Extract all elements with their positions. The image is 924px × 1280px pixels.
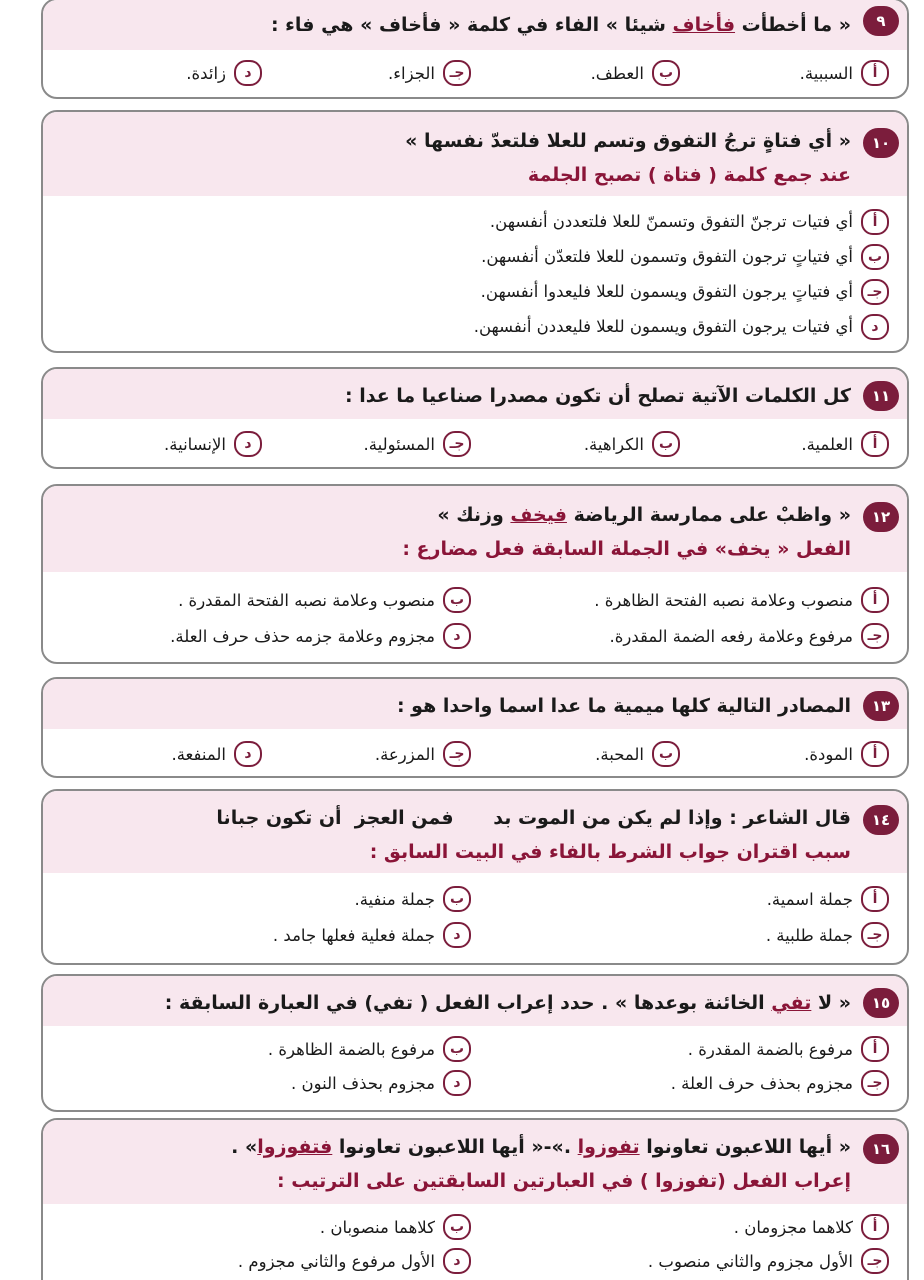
question-instruction: إعراب الفعل (تفوزوا ) في العبارتين السابقتين على الترتيب :	[277, 1170, 851, 1192]
option-letter-badge: جـ	[861, 279, 889, 305]
question-text: المصادر التالية كلها ميمية ما عدا اسما واحدا هو :	[396, 695, 851, 717]
option-letter-badge: جـ	[861, 922, 889, 948]
option-letter-badge: أ	[861, 1214, 889, 1240]
option-c[interactable]: جـ الأول مجزوم والثاني منصوب .	[471, 1244, 889, 1278]
question-text: كل الكلمات الآتية تصلح أن تكون مصدرا صناعيا ما عدا :	[345, 385, 851, 407]
question-header	[43, 1120, 907, 1204]
highlight-word: فيخف	[510, 504, 567, 526]
option-letter-badge: ب	[861, 244, 889, 270]
question-text: قال الشاعر : وإذا لم يكن من الموت بد فمن العجز أن تكون جبانا	[216, 807, 851, 829]
option-letter-badge: ب	[443, 587, 471, 613]
option-b[interactable]: ب المحبة.	[471, 741, 680, 767]
option-a[interactable]: أ كلاهما مجزومان .	[471, 1210, 889, 1244]
option-d[interactable]: د أي فتيات يرجون التفوق ويسمون للعلا فليعددن أنفسهن.	[53, 309, 889, 344]
question-instruction: عند جمع كلمة ( فتاة ) تصبح الجلمة	[527, 164, 851, 186]
option-letter-badge: جـ	[861, 1070, 889, 1096]
question-number-badge: ١٥	[863, 988, 899, 1018]
question-13	[41, 677, 909, 778]
option-letter-badge: ب	[443, 1214, 471, 1240]
option-b[interactable]: ب الكراهية.	[471, 431, 680, 457]
option-letter-badge: أ	[861, 60, 889, 86]
option-letter-badge: د	[443, 922, 471, 948]
question-header	[43, 486, 907, 572]
option-letter-badge: أ	[861, 209, 889, 235]
option-b[interactable]: ب كلاهما منصوبان .	[53, 1210, 471, 1244]
option-a[interactable]: أ جملة اسمية.	[471, 881, 889, 917]
question-number-badge: ١٢	[863, 502, 899, 532]
highlight-word: فأخاف	[672, 14, 736, 36]
option-d[interactable]: د زائدة.	[53, 60, 262, 86]
option-letter-badge: أ	[861, 587, 889, 613]
option-a[interactable]: أ المودة.	[680, 741, 889, 767]
option-b[interactable]: ب جملة منفية.	[53, 881, 471, 917]
options	[43, 572, 907, 654]
question-number-badge: ١١	[863, 381, 899, 411]
option-letter-badge: جـ	[443, 431, 471, 457]
options	[43, 419, 907, 457]
question-11	[41, 367, 909, 469]
option-d[interactable]: د مجزوم وعلامة جزمه حذف حرف العلة.	[53, 618, 471, 654]
question-header	[43, 0, 907, 50]
question-14	[41, 789, 909, 965]
option-letter-badge: أ	[861, 1036, 889, 1062]
option-c[interactable]: جـ المزرعة.	[262, 741, 471, 767]
option-letter-badge: د	[861, 314, 889, 340]
options	[43, 873, 907, 953]
option-a[interactable]: أ أي فتيات ترجنّ التفوق وتسمنّ للعلا فلتعددن أنفسهن.	[53, 204, 889, 239]
question-instruction: سبب اقتران جواب الشرط بالفاء في البيت السابق :	[369, 841, 851, 863]
option-a[interactable]: أ العلمية.	[680, 431, 889, 457]
question-text: « أي فتاةٍ ترجُ التفوق وتسم للعلا فلتعدّ نفسها »	[405, 130, 851, 152]
option-d[interactable]: د الإنسانية.	[53, 431, 262, 457]
options	[43, 50, 907, 86]
highlight-word: تفي	[771, 992, 812, 1014]
question-10	[41, 110, 909, 353]
highlight-word: فتفوزوا	[257, 1136, 333, 1158]
option-c[interactable]: جـ مرفوع وعلامة رفعه الضمة المقدرة.	[471, 618, 889, 654]
option-letter-badge: جـ	[443, 60, 471, 86]
option-d[interactable]: د المنفعة.	[53, 741, 262, 767]
option-a[interactable]: أ منصوب وعلامة نصبه الفتحة الظاهرة .	[471, 582, 889, 618]
question-text: « لا تفي الخائنة بوعدها » . حدد إعراب الفعل ( تفي) في العبارة السابقة :	[164, 992, 851, 1014]
option-letter-badge: ب	[652, 431, 680, 457]
options	[43, 1204, 907, 1278]
option-d[interactable]: د الأول مرفوع والثاني مجزوم .	[53, 1244, 471, 1278]
question-instruction: الفعل « يخف» في الجملة السابقة فعل مضارع :	[402, 538, 851, 560]
question-header	[43, 679, 907, 729]
option-d[interactable]: د جملة فعلية فعلها جامد .	[53, 917, 471, 953]
question-number-badge: ١٤	[863, 805, 899, 835]
option-letter-badge: ب	[443, 886, 471, 912]
option-letter-badge: د	[234, 60, 262, 86]
options	[43, 729, 907, 767]
option-c[interactable]: جـ المسئولية.	[262, 431, 471, 457]
option-b[interactable]: ب العطف.	[471, 60, 680, 86]
option-letter-badge: د	[443, 1070, 471, 1096]
question-number-badge: ٩	[863, 6, 899, 36]
option-d[interactable]: د مجزوم بحذف النون .	[53, 1066, 471, 1100]
question-header	[43, 112, 907, 196]
question-header	[43, 976, 907, 1026]
option-letter-badge: ب	[652, 741, 680, 767]
option-letter-badge: جـ	[861, 1248, 889, 1274]
option-letter-badge: ب	[443, 1036, 471, 1062]
question-16	[41, 1118, 909, 1280]
options	[43, 1026, 907, 1100]
question-15	[41, 974, 909, 1112]
question-text: « ما أخطأت فأخاف شيئا » الفاء في كلمة « فأخاف » هي فاء :	[270, 14, 851, 36]
option-c[interactable]: جـ أي فتياتٍ يرجون التفوق ويسمون للعلا فليعدوا أنفسهن.	[53, 274, 889, 309]
option-letter-badge: جـ	[443, 741, 471, 767]
option-b[interactable]: ب مرفوع بالضمة الظاهرة .	[53, 1032, 471, 1066]
option-a[interactable]: أ السببية.	[680, 60, 889, 86]
question-number-badge: ١٣	[863, 691, 899, 721]
question-text: « أيها اللاعبون تعاونوا تفوزوا .»-« أيها اللاعبون تعاونوا فتفوزوا» .	[231, 1136, 851, 1158]
option-c[interactable]: جـ مجزوم بحذف حرف العلة .	[471, 1066, 889, 1100]
question-header	[43, 369, 907, 419]
option-letter-badge: جـ	[861, 623, 889, 649]
question-9	[41, 0, 909, 99]
question-text: « واظبْ على ممارسة الرياضة فيخف وزنك »	[437, 504, 851, 526]
option-letter-badge: د	[443, 623, 471, 649]
option-letter-badge: أ	[861, 886, 889, 912]
option-b[interactable]: ب أي فتياتٍ ترجون التفوق وتسمون للعلا فلتعدّن أنفسهن.	[53, 239, 889, 274]
option-b[interactable]: ب منصوب وعلامة نصبه الفتحة المقدرة .	[53, 582, 471, 618]
option-c[interactable]: جـ الجزاء.	[262, 60, 471, 86]
option-letter-badge: د	[234, 431, 262, 457]
question-number-badge: ١٠	[863, 128, 899, 158]
question-header	[43, 791, 907, 873]
options	[43, 196, 907, 344]
option-letter-badge: د	[443, 1248, 471, 1274]
highlight-word: تفوزوا	[577, 1136, 640, 1158]
option-letter-badge: أ	[861, 431, 889, 457]
option-c[interactable]: جـ جملة طلبية .	[471, 917, 889, 953]
option-letter-badge: ب	[652, 60, 680, 86]
option-letter-badge: أ	[861, 741, 889, 767]
option-letter-badge: د	[234, 741, 262, 767]
option-a[interactable]: أ مرفوع بالضمة المقدرة .	[471, 1032, 889, 1066]
question-12	[41, 484, 909, 664]
question-number-badge: ١٦	[863, 1134, 899, 1164]
